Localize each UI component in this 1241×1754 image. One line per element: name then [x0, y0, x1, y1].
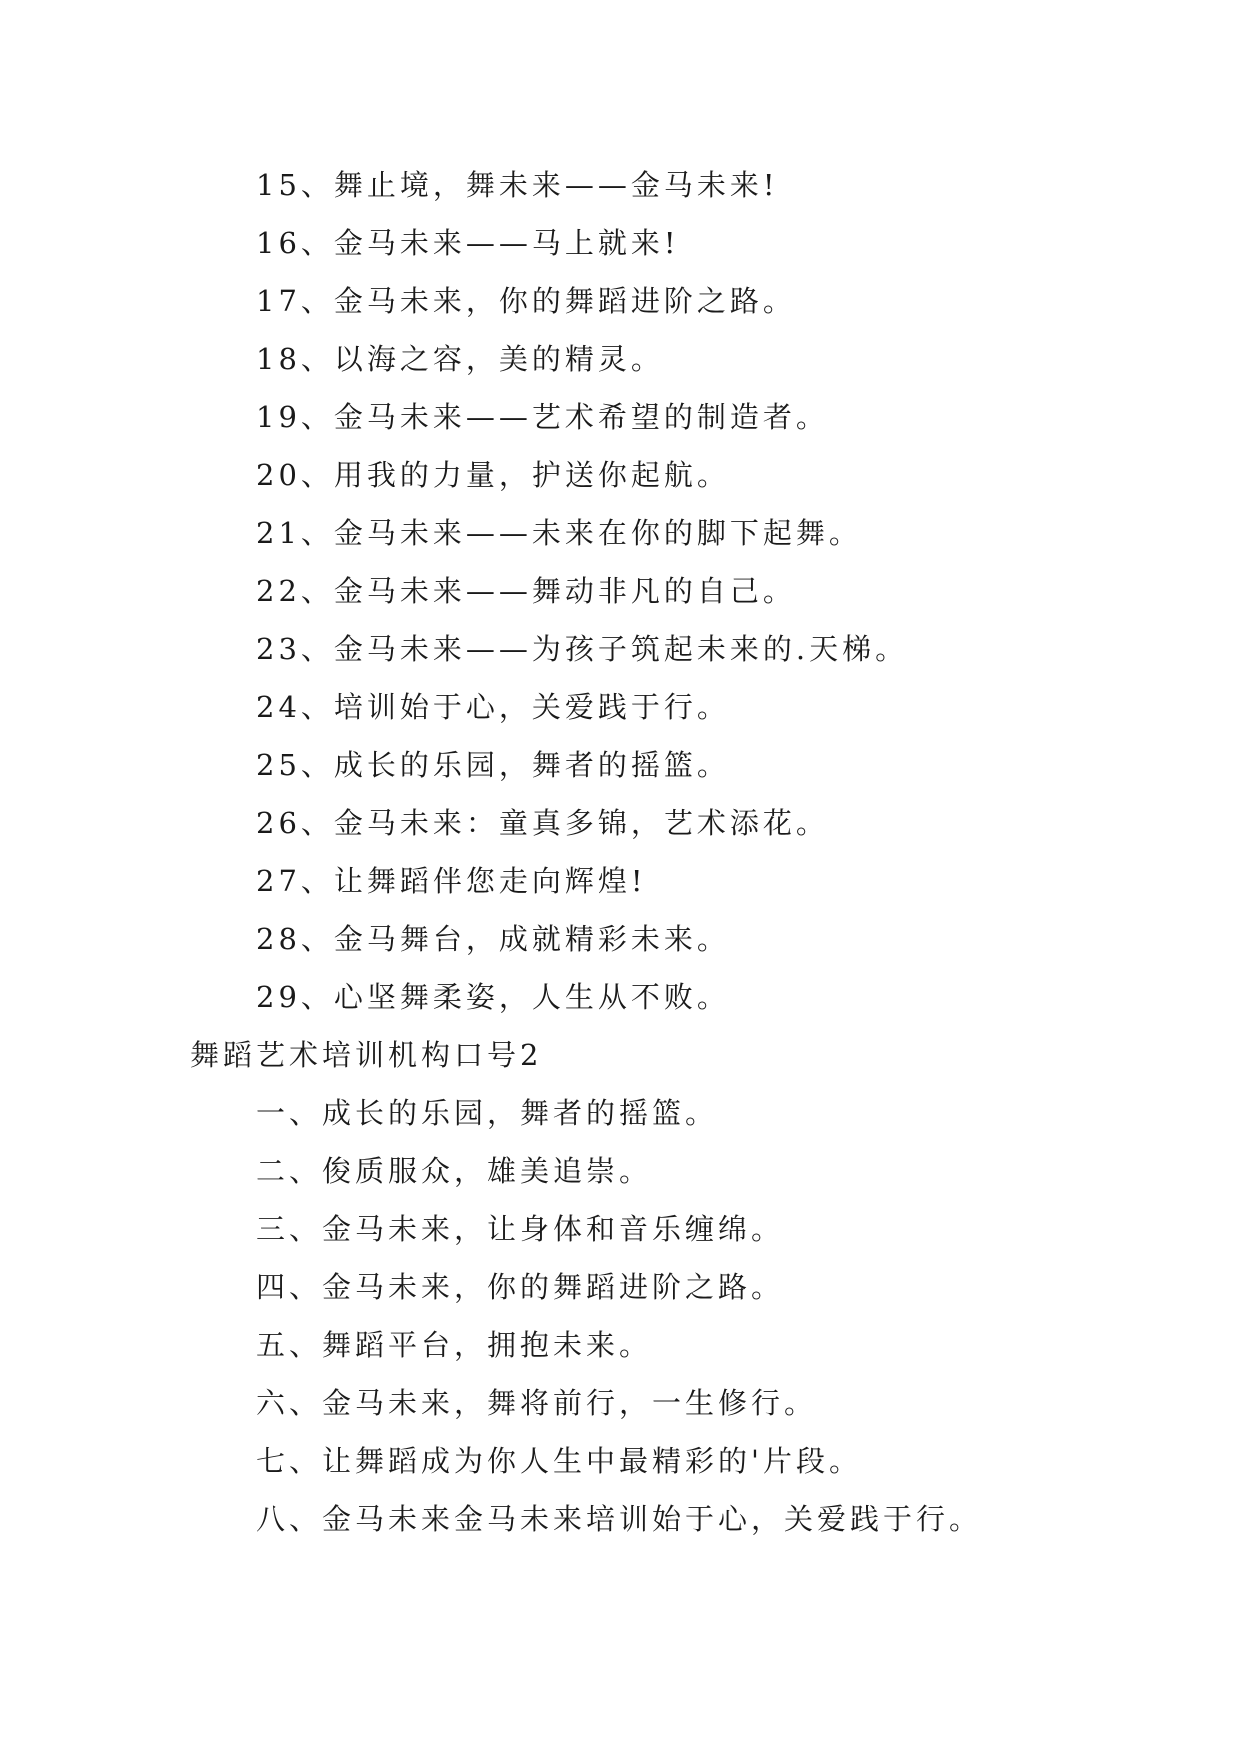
slogan-item: 26、金马未来：童真多锦，艺术添花。: [256, 806, 829, 840]
slogan-item: 八、金马未来金马未来培训始于心，关爱践于行。: [256, 1502, 983, 1536]
slogan-item: 三、金马未来，让身体和音乐缠绵。: [256, 1212, 785, 1246]
slogan-item: 22、金马未来——舞动非凡的自己。: [256, 574, 796, 608]
slogan-item: 五、舞蹈平台，拥抱未来。: [256, 1328, 653, 1362]
slogan-item: 20、用我的力量，护送你起航。: [256, 458, 730, 492]
slogan-item: 29、心坚舞柔姿，人生从不败。: [256, 980, 730, 1014]
slogan-item: 23、金马未来——为孩子筑起未来的.天梯。: [256, 632, 909, 666]
section-heading: 舞蹈艺术培训机构口号2: [190, 1038, 543, 1072]
slogan-item: 七、让舞蹈成为你人生中最精彩的'片段。: [256, 1444, 862, 1478]
slogan-item: 16、金马未来——马上就来!: [256, 226, 680, 260]
slogan-item: 21、金马未来——未来在你的脚下起舞。: [256, 516, 862, 550]
slogan-item: 六、金马未来，舞将前行，一生修行。: [256, 1386, 818, 1420]
slogan-item: 27、让舞蹈伴您走向辉煌!: [256, 864, 647, 898]
slogan-item: 24、培训始于心，关爱践于行。: [256, 690, 730, 724]
slogan-item: 四、金马未来，你的舞蹈进阶之路。: [256, 1270, 785, 1304]
slogan-item: 25、成长的乐园，舞者的摇篮。: [256, 748, 730, 782]
slogan-item: 28、金马舞台，成就精彩未来。: [256, 922, 730, 956]
slogan-item: 19、金马未来——艺术希望的制造者。: [256, 400, 829, 434]
slogan-item: 二、俊质服众，雄美追崇。: [256, 1154, 653, 1188]
slogan-item: 18、以海之容，美的精灵。: [256, 342, 664, 376]
slogan-item: 15、舞止境，舞未来——金马未来!: [256, 168, 779, 202]
slogan-item: 一、成长的乐园，舞者的摇篮。: [256, 1096, 719, 1130]
slogan-item: 17、金马未来，你的舞蹈进阶之路。: [256, 284, 796, 318]
